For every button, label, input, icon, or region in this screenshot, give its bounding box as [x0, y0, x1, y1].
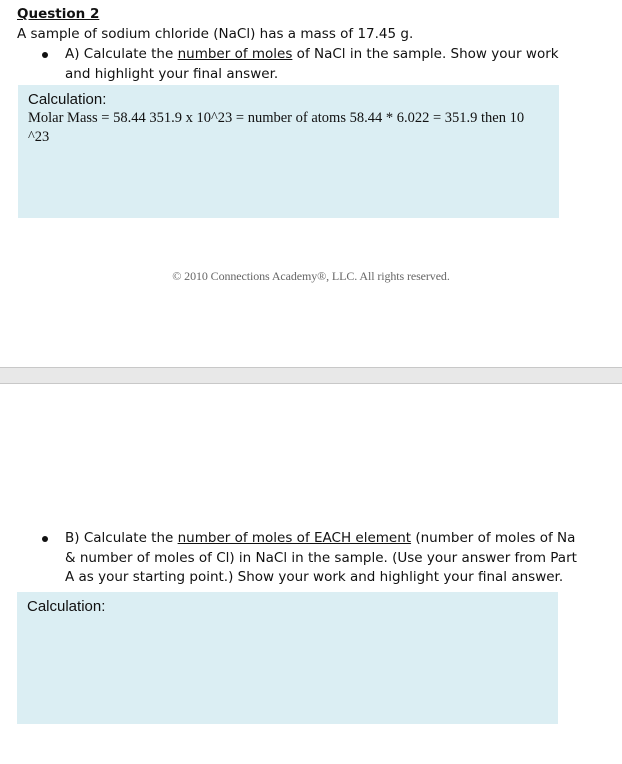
bullet-icon: [42, 52, 48, 58]
bullet-icon: [42, 536, 48, 542]
part-b-prompt: [42, 529, 582, 588]
part-b-prefix: B) Calculate the: [65, 530, 178, 546]
part-b-calculation-box[interactable]: [17, 592, 558, 724]
part-b-underlined: number of moles of EACH element: [177, 530, 412, 546]
copyright-notice: © 2010 Connections Academy®, LLC. All rights reserved.: [172, 269, 450, 283]
question-intro: A sample of sodium chloride (NaCl) has a mass of 17.45 g.: [17, 26, 414, 42]
part-a-underlined: number of moles: [177, 46, 293, 62]
part-a-prompt: [42, 45, 582, 84]
part-a-prefix: A) Calculate the: [65, 46, 178, 62]
part-a-text: [65, 45, 582, 84]
question-heading: Question 2: [17, 6, 100, 22]
part-b-suffix: (number of moles of Na & number of moles of Cl) in NaCl in the sample. (Use your answer from Part A as your starting point.) Show your work and highlight your final answer.: [65, 530, 577, 585]
part-a-calculation-label: Calculation:: [28, 91, 107, 108]
part-a-suffix: of NaCl in the sample. Show your work and highlight your final answer.: [65, 46, 559, 82]
part-a-calculation-box[interactable]: [18, 85, 559, 218]
part-b-text: [65, 529, 582, 588]
part-b-calculation-label: Calculation:: [27, 598, 106, 615]
part-a-calculation-answer[interactable]: Molar Mass = 58.44 351.9 x 10^23 = number of atoms 58.44 * 6.022 = 351.9 then 10 ^23: [28, 110, 525, 145]
page-break: [0, 367, 622, 384]
